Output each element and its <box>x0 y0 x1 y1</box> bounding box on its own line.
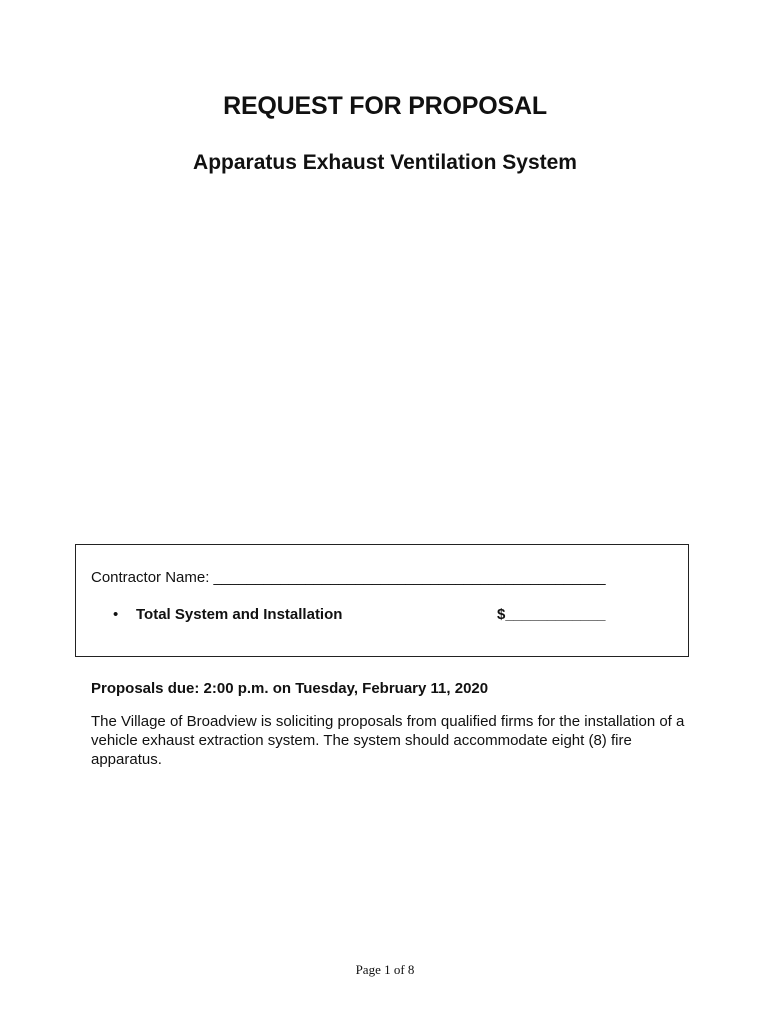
document-subtitle: Apparatus Exhaust Ventilation System <box>193 151 577 174</box>
document-title: REQUEST FOR PROPOSAL <box>223 92 547 120</box>
line-item-label: Total System and Installation <box>136 606 343 623</box>
proposals-due-line: Proposals due: 2:00 p.m. on Tuesday, February 11, 2020 <box>91 680 489 697</box>
page-number: Page 1 of 8 <box>355 962 415 977</box>
contractor-name-field[interactable]: Contractor Name: _______________________________________________ <box>91 569 606 586</box>
contractor-form-box <box>75 544 689 657</box>
intro-paragraph: The Village of Broadview is soliciting proposals from qualified firms for the installation of a vehicle exhaust extraction system. The system should accommodate eight (8) fire apparatus. <box>91 713 685 768</box>
line-item-amount-field[interactable]: $____________ <box>497 606 606 623</box>
bullet-icon: • <box>113 606 119 623</box>
